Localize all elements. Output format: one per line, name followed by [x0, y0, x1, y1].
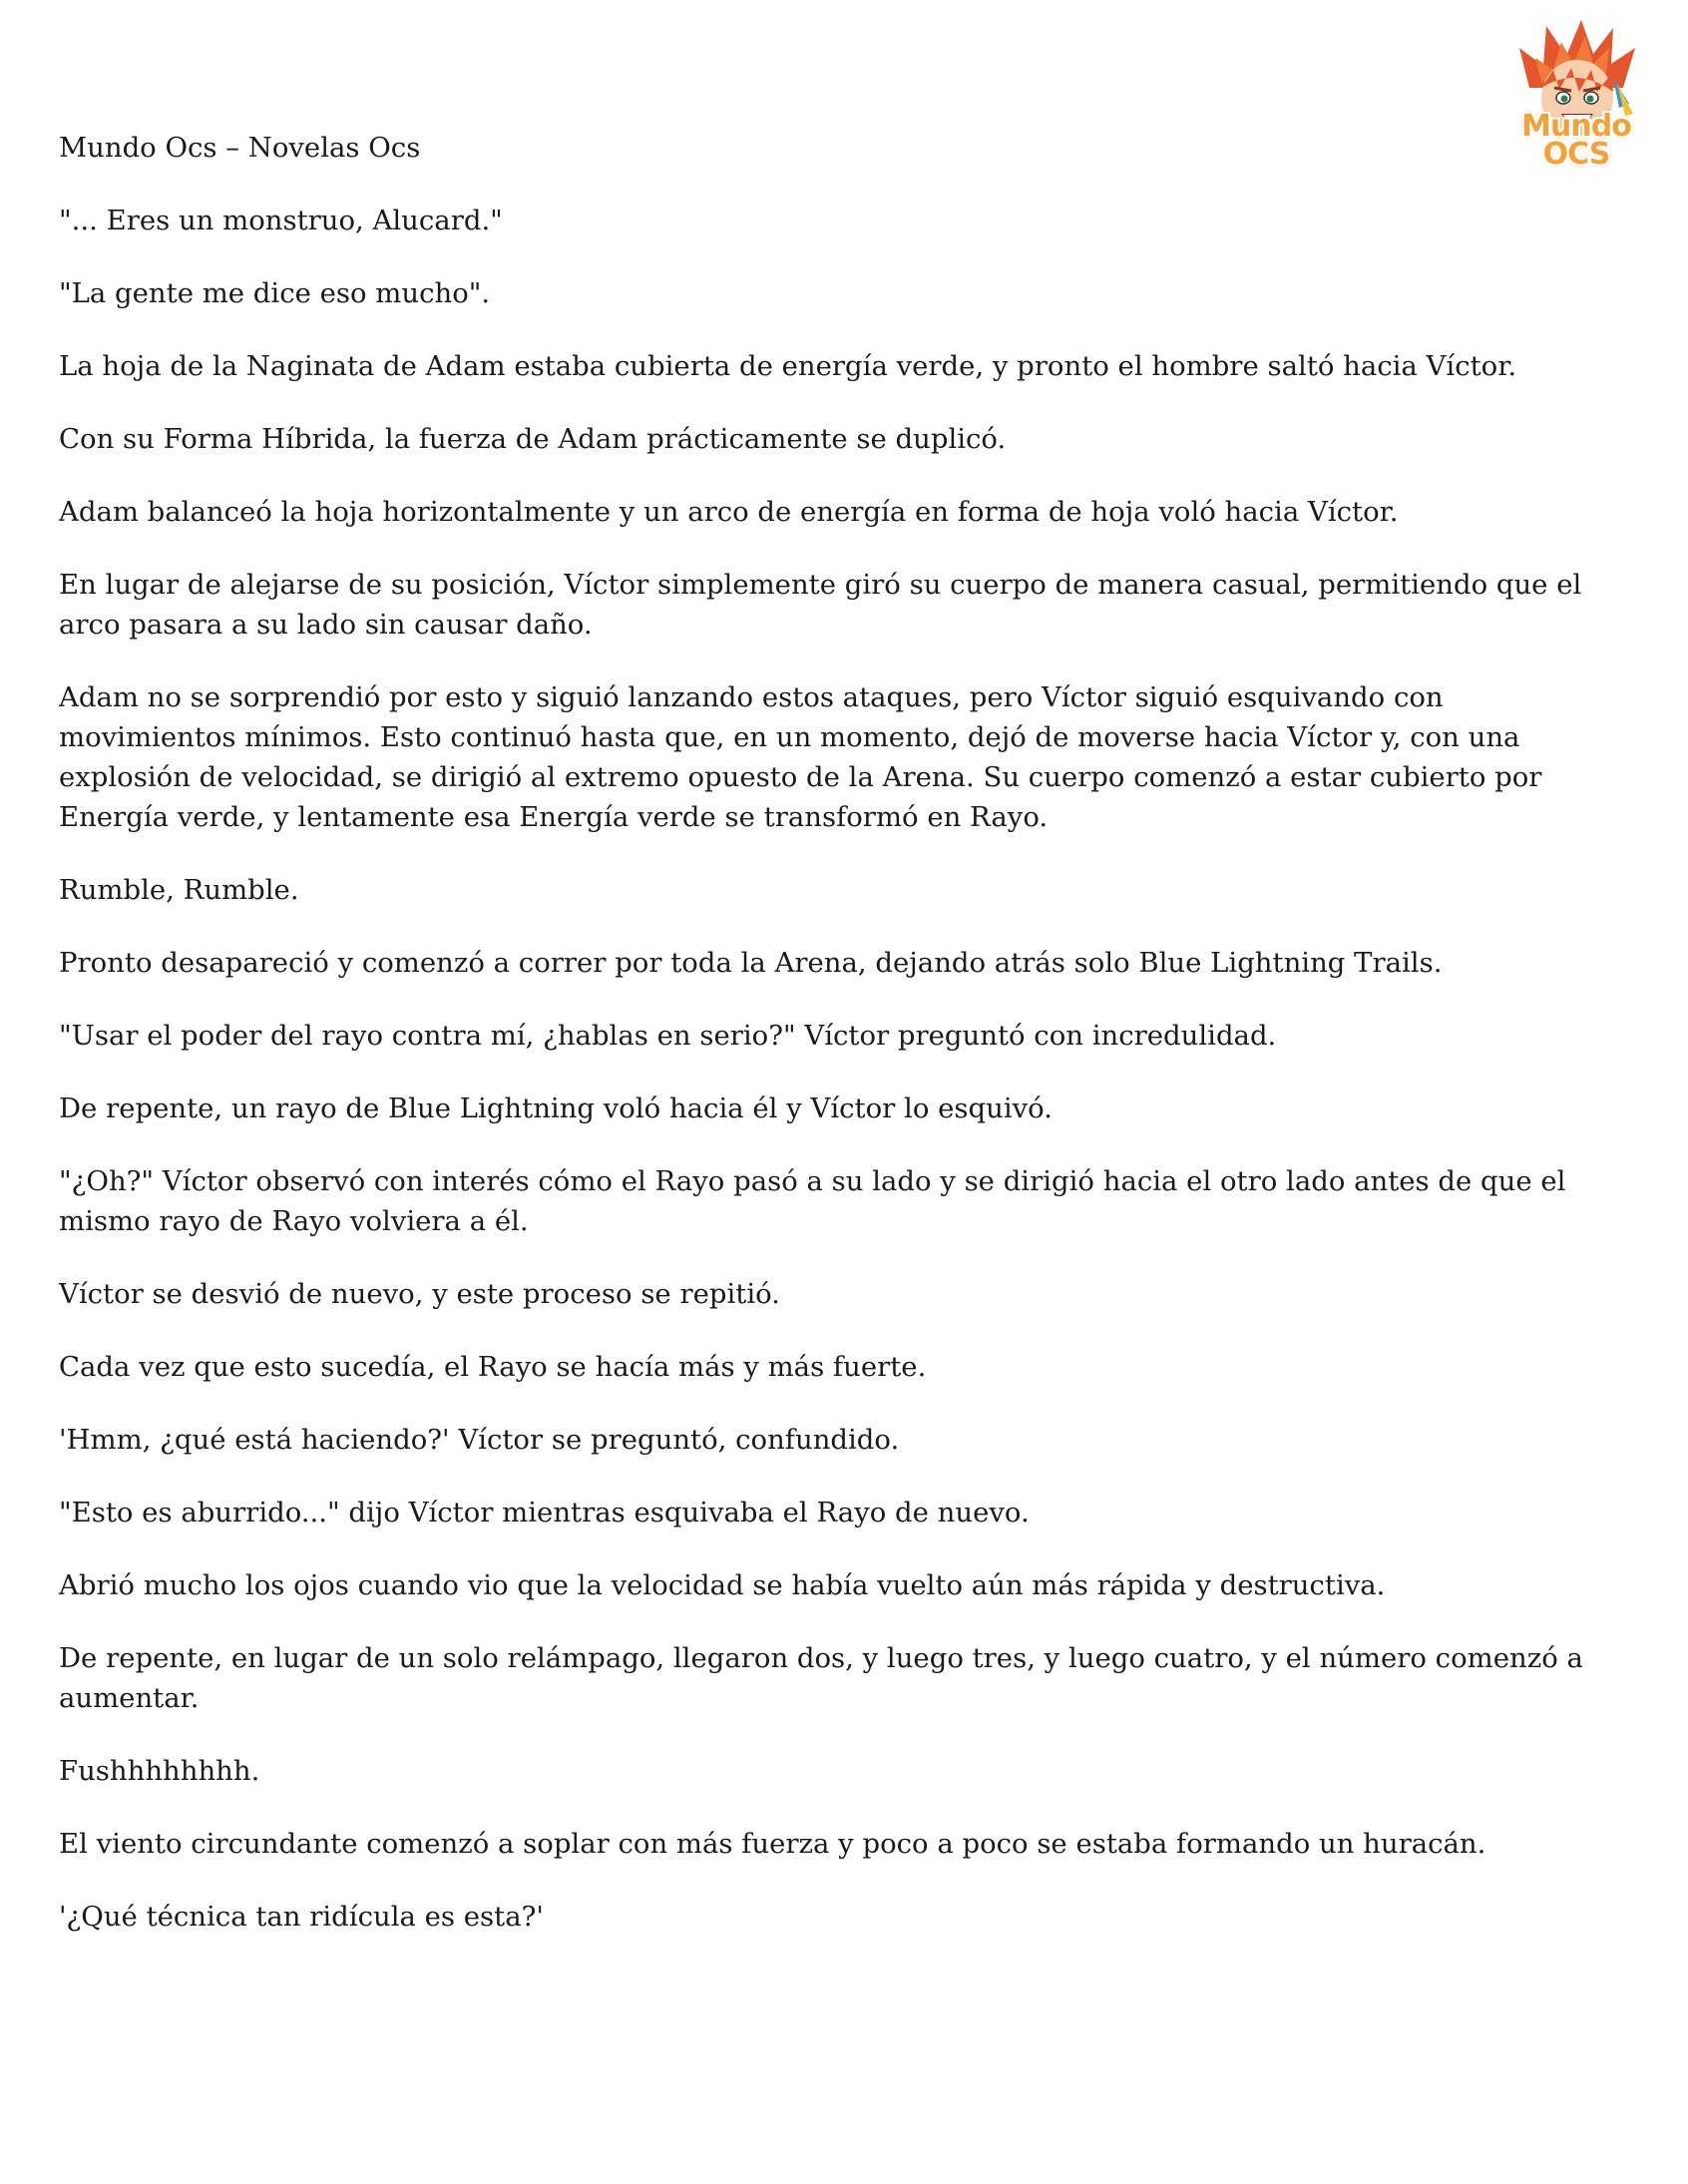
paragraph: 'Hmm, ¿qué está haciendo?' Víctor se preguntó, confundido.	[59, 1424, 900, 1456]
paragraph: El viento circundante comenzó a soplar con más fuerza y poco a poco se estaba formando un huracán.	[59, 1828, 1486, 1860]
paragraph: Abrió mucho los ojos cuando vio que la velocidad se había vuelto aún más rápida y destructiva.	[59, 1569, 1386, 1601]
paragraph: "¿Oh?" Víctor observó con interés cómo el Rayo pasó a su lado y se dirigió hacia el otro lado antes de que el mismo rayo de Rayo volviera a él.	[59, 1165, 1566, 1237]
paragraph: Rumble, Rumble.	[59, 874, 299, 906]
paragraph: Fushhhhhhhh.	[59, 1755, 260, 1787]
paragraph: Adam no se sorprendió por esto y siguió lanzando estos ataques, pero Víctor siguió esquivando con movimientos mínimos. Esto continuó hasta que, en un momento, dejó de moverse hacia Víctor y, con una explosión de velocidad, se dirigió al extremo opuesto de la Arena. Su cuerpo comenzó a estar cubierto por Energía verde, y lentamente esa Energía verde se transformó en Rayo.	[59, 681, 1542, 833]
paragraph: De repente, en lugar de un solo relámpago, llegaron dos, y luego tres, y luego cuatro, y el número comenzó a aumentar.	[59, 1642, 1583, 1714]
paragraph: Cada vez que esto sucedía, el Rayo se hacía más y más fuerte.	[59, 1351, 927, 1383]
paragraph: En lugar de alejarse de su posición, Víctor simplemente giró su cuerpo de manera casual, permitiendo que el arco pasara a su lado sin causar daño.	[59, 569, 1582, 641]
document-body	[59, 128, 1595, 1969]
logo-text: Mundo OCS	[1521, 109, 1631, 172]
paragraph: De repente, un rayo de Blue Lightning voló hacia él y Víctor lo esquivó.	[59, 1092, 1053, 1124]
paragraph: '¿Qué técnica tan ridícula es esta?'	[59, 1901, 544, 1933]
document-heading: Mundo Ocs – Novelas Ocs	[59, 132, 421, 164]
paragraph: "La gente me dice eso mucho".	[59, 277, 491, 309]
paragraph: Pronto desapareció y comenzó a correr por toda la Arena, dejando atrás solo Blue Lightning Trails.	[59, 947, 1443, 979]
paragraph: Adam balanceó la hoja horizontalmente y un arco de energía en forma de hoja voló hacia Víctor.	[59, 496, 1399, 528]
paragraph: Víctor se desvió de nuevo, y este proceso se repitió.	[59, 1278, 780, 1310]
paragraph: Con su Forma Híbrida, la fuerza de Adam prácticamente se duplicó.	[59, 423, 1007, 455]
paragraph: La hoja de la Naginata de Adam estaba cubierta de energía verde, y pronto el hombre saltó hacia Víctor.	[59, 350, 1517, 382]
paragraph: "Esto es aburrido..." dijo Víctor mientras esquivaba el Rayo de nuevo.	[59, 1497, 1030, 1529]
paragraph: "... Eres un monstruo, Alucard."	[59, 205, 503, 236]
paragraph: "Usar el poder del rayo contra mí, ¿hablas en serio?" Víctor preguntó con incredulidad.	[59, 1020, 1277, 1052]
